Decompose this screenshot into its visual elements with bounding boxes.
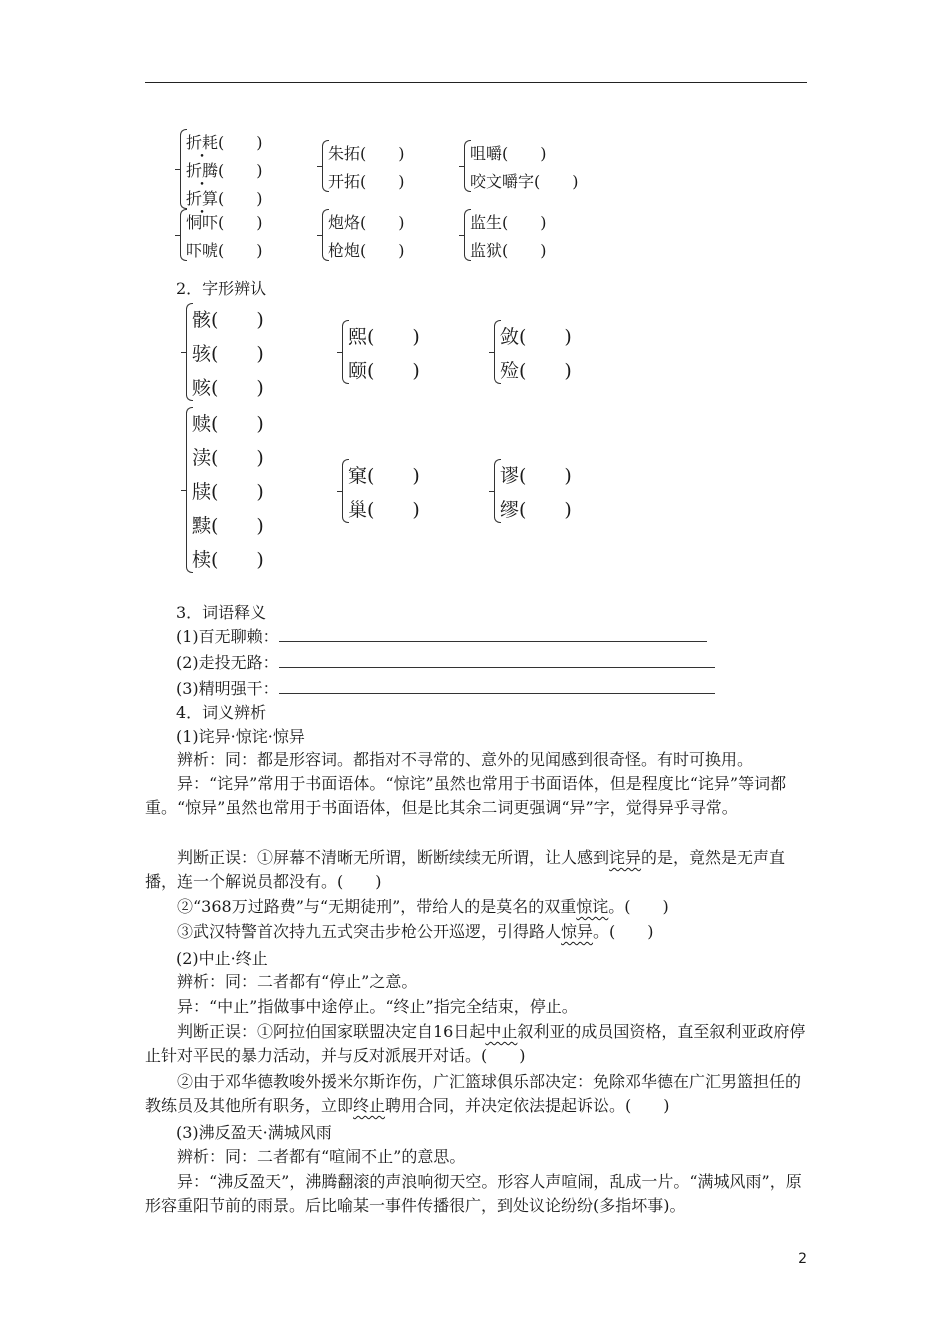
section4-title: 4．词义辨析: [176, 703, 267, 722]
glyph-item: 缪 ( ): [500, 498, 572, 521]
glyph-item: 椟 ( ): [192, 548, 264, 571]
pron-item: 朱拓 ( ): [328, 143, 405, 163]
s4-1-yi: 异：“诧异”常用于书面语体。“惊诧”虽然也常用于书面语体，但是程度比“诧异”等词都重。“惊异”虽然也常用于书面语体，但是比其余二词更强调“异”字，觉得异乎寻常。: [145, 774, 787, 817]
s4-1-question-1: 判断正误：①屏幕不清晰无所谓，断断续续无所谓，让人感到诧异的是，竟然是无声直播，连一个解说员都没有。( ): [145, 848, 786, 891]
section3-title: 3．词语释义: [176, 603, 267, 622]
s4-2-question-2: ②由于邓华德教唆外援米尔斯诈伤，广汇篮球俱乐部决定：免除邓华德在广汇男篮担任的教练员及其他所有职务，立即终止聘用合同，并决定依法提起诉讼。( ): [145, 1072, 802, 1115]
glyph-group-2: [338, 318, 420, 386]
pron-item: 恫吓 ( ): [186, 212, 263, 232]
glyph-item: 黩 ( ): [192, 514, 264, 537]
pron-item: 开拓 ( ): [328, 171, 405, 191]
s4-1-question-3: ③武汉特警首次持九五式突击步枪公开巡逻，引得路人惊异。( ): [177, 922, 654, 941]
glyph-group-1: [182, 301, 264, 403]
glyph-item: 殓 ( ): [500, 359, 572, 382]
glyph-item: 敛 ( ): [500, 325, 572, 348]
glyph-item: 颐 ( ): [348, 359, 420, 382]
subsection-1-title: (1)诧异·惊诧·惊异: [176, 727, 305, 746]
s4-3-bianxi: 辨析：同：二者都有“喧闹不止”的意思。: [177, 1147, 466, 1166]
pron-group-1: [176, 127, 263, 211]
s4-2-bianxi: 辨析：同：二者都有“停止”之意。: [177, 972, 418, 991]
glyph-group-4: [182, 405, 264, 575]
pron-item: 咬文嚼字 ( ): [470, 171, 579, 191]
definition-row-3: (3)精明强干：: [176, 676, 715, 699]
definition-row-1: (1)百无聊赖：: [176, 624, 707, 647]
definition-row-2: (2)走投无路：: [176, 650, 715, 673]
pron-item: 咀嚼 ( ): [470, 143, 547, 163]
s4-2-yi: 异：“中止”指做事中途停止。“终止”指完全结束，停止。: [177, 997, 578, 1016]
subsection-3-title: (3)沸反盈天·满城风雨: [176, 1123, 332, 1142]
glyph-item: 巢 ( ): [348, 498, 420, 521]
s4-1-question-2: ②“368万过路费”与“无期徒刑”，带给人的是莫名的双重惊诧。( ): [177, 897, 669, 916]
subsection-2-title: (2)中止·终止: [176, 949, 268, 968]
pron-item: 枪炮 ( ): [328, 240, 405, 260]
glyph-item: 窠 ( ): [348, 464, 420, 487]
pron-group-5: [318, 207, 405, 263]
pron-item: 折算 • ( ): [186, 183, 263, 211]
glyph-group-6: [490, 457, 572, 525]
pron-group-3: [460, 138, 579, 194]
pron-group-6: [460, 207, 547, 263]
answer-line[interactable]: [279, 627, 707, 642]
pron-item: 折耗 • ( ): [186, 127, 263, 155]
glyph-item: 赅 ( ): [192, 376, 264, 399]
page-number: 2: [798, 1251, 807, 1267]
glyph-item: 赎 ( ): [192, 412, 264, 435]
pron-item: 监狱 ( ): [470, 240, 547, 260]
pron-group-4: [176, 207, 263, 263]
s4-2-question-1: 判断正误：①阿拉伯国家联盟决定自16日起中止叙利亚的成员国资格，直至叙利亚政府停止针对平民的暴力活动，并与反对派展开对话。( ): [145, 1022, 806, 1065]
answer-line[interactable]: [279, 653, 715, 668]
s4-3-yi: 异：“沸反盈天”，沸腾翻滚的声浪响彻天空。形容人声喧闹，乱成一片。“满城风雨”，原形容重阳节前的雨景。后比喻某一事件传播很广，到处议论纷纷(多指坏事)。: [145, 1172, 802, 1215]
glyph-item: 牍 ( ): [192, 480, 264, 503]
glyph-item: 渎 ( ): [192, 446, 264, 469]
pron-item: 折腾 • ( ): [186, 155, 263, 183]
glyph-item: 骸 ( ): [192, 308, 264, 331]
header-rule: [145, 82, 807, 83]
s4-1-bianxi: 辨析：同：都是形容词。都指对不寻常的、意外的见闻感到很奇怪。有时可换用。: [177, 750, 754, 769]
section2-title: 2．字形辨认: [176, 279, 267, 298]
pron-item: 监生 ( ): [470, 212, 547, 232]
glyph-item: 熙 ( ): [348, 325, 420, 348]
glyph-item: 谬 ( ): [500, 464, 572, 487]
glyph-group-5: [338, 457, 420, 525]
pron-group-2: [318, 138, 405, 194]
pron-item: 炮烙 ( ): [328, 212, 405, 232]
glyph-item: 骇 ( ): [192, 342, 264, 365]
pron-item: 吓唬 ( ): [186, 240, 263, 260]
answer-line[interactable]: [279, 679, 715, 694]
glyph-group-3: [490, 318, 572, 386]
